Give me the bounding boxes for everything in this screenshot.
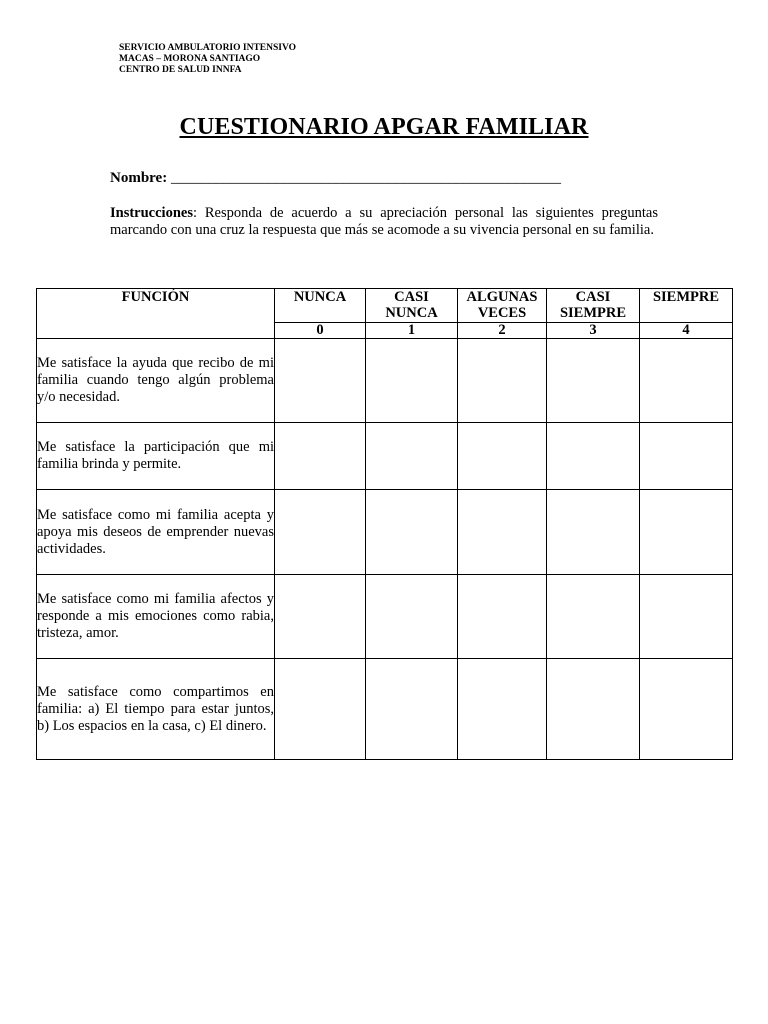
header-block bbox=[119, 43, 296, 76]
question-1: Me satisface la ayuda que recibo de mi familia cuando tengo algún problema y/o necesidad. bbox=[37, 339, 275, 423]
answer-cell-q5-casi-nunca[interactable] bbox=[366, 659, 458, 760]
answer-cell-q2-siempre[interactable] bbox=[640, 423, 733, 490]
header-line-location: MACAS – MORONA SANTIAGO bbox=[119, 54, 261, 64]
answer-cell-q4-nunca[interactable] bbox=[275, 575, 366, 659]
answer-cell-q4-casi-nunca[interactable] bbox=[366, 575, 458, 659]
header-line-center: CENTRO DE SALUD INNFA bbox=[119, 65, 242, 75]
answer-cell-q5-nunca[interactable] bbox=[275, 659, 366, 760]
question-5: Me satisface como compartimos en familia: a) El tiempo para estar juntos, b) Los espacios en la casa, c) El dinero. bbox=[37, 659, 275, 760]
table-row bbox=[37, 490, 733, 575]
table-row bbox=[37, 575, 733, 659]
answer-cell-q4-casi-siempre[interactable] bbox=[547, 575, 640, 659]
header-algunas-veces-line1: ALGUNAS bbox=[466, 289, 538, 305]
apgar-table bbox=[36, 288, 733, 760]
answer-cell-q1-nunca[interactable] bbox=[275, 339, 366, 423]
answer-cell-q1-siempre[interactable] bbox=[640, 339, 733, 423]
answer-cell-q3-nunca[interactable] bbox=[275, 490, 366, 575]
score-3: 3 bbox=[547, 323, 640, 339]
answer-cell-q5-algunas-veces[interactable] bbox=[458, 659, 547, 760]
answer-cell-q3-algunas-veces[interactable] bbox=[458, 490, 547, 575]
score-1: 1 bbox=[366, 323, 458, 339]
header-casi-nunca-line2: NUNCA bbox=[385, 305, 438, 321]
instructions-text: : Responda de acuerdo a su apreciación personal las siguientes preguntas marcando con una cruz la respuesta que más se acomode a su vivencia personal en su familia. bbox=[110, 205, 658, 238]
answer-cell-q2-casi-nunca[interactable] bbox=[366, 423, 458, 490]
answer-cell-q1-casi-siempre[interactable] bbox=[547, 339, 640, 423]
answer-cell-q5-siempre[interactable] bbox=[640, 659, 733, 760]
answer-cell-q4-siempre[interactable] bbox=[640, 575, 733, 659]
header-casi-siempre-line2: SIEMPRE bbox=[559, 305, 627, 321]
score-2: 2 bbox=[458, 323, 547, 339]
nombre-label: Nombre: bbox=[110, 170, 168, 186]
header-nunca-line1: NUNCA bbox=[293, 289, 347, 305]
header-line-service: SERVICIO AMBULATORIO INTENSIVO bbox=[119, 43, 297, 53]
header-casi-nunca bbox=[366, 289, 458, 323]
answer-cell-q2-nunca[interactable] bbox=[275, 423, 366, 490]
instructions-paragraph bbox=[110, 205, 658, 239]
answer-cell-q3-casi-siempre[interactable] bbox=[547, 490, 640, 575]
answer-cell-q1-algunas-veces[interactable] bbox=[458, 339, 547, 423]
nombre-field[interactable] bbox=[110, 170, 561, 187]
header-casi-siempre bbox=[547, 289, 640, 323]
answer-cell-q2-casi-siempre[interactable] bbox=[547, 423, 640, 490]
header-siempre bbox=[640, 289, 733, 323]
table-row bbox=[37, 423, 733, 490]
score-4: 4 bbox=[640, 323, 733, 339]
answer-cell-q2-algunas-veces[interactable] bbox=[458, 423, 547, 490]
header-algunas-veces-line2: VECES bbox=[477, 305, 527, 321]
answer-cell-q1-casi-nunca[interactable] bbox=[366, 339, 458, 423]
header-funcion: FUNCIÓN bbox=[37, 289, 275, 339]
question-3: Me satisface como mi familia acepta y apoya mis deseos de emprender nuevas actividades. bbox=[37, 490, 275, 575]
table-row bbox=[37, 339, 733, 423]
score-0: 0 bbox=[275, 323, 366, 339]
table-row bbox=[37, 659, 733, 760]
nombre-blank-line[interactable]: ____________________________________________________ bbox=[170, 170, 561, 186]
question-4: Me satisface como mi familia afectos y responde a mis emociones como rabia, tristeza, amor. bbox=[37, 575, 275, 659]
instructions-label: Instrucciones bbox=[110, 205, 193, 221]
question-2: Me satisface la participación que mi familia brinda y permite. bbox=[37, 423, 275, 490]
header-casi-nunca-line1: CASI bbox=[394, 289, 429, 305]
answer-cell-q4-algunas-veces[interactable] bbox=[458, 575, 547, 659]
header-algunas-veces bbox=[458, 289, 547, 323]
header-casi-siempre-line1: CASI bbox=[575, 289, 611, 305]
header-siempre-line1: SIEMPRE bbox=[652, 289, 720, 305]
answer-cell-q5-casi-siempre[interactable] bbox=[547, 659, 640, 760]
header-nunca bbox=[275, 289, 366, 323]
answer-cell-q3-casi-nunca[interactable] bbox=[366, 490, 458, 575]
answer-cell-q3-siempre[interactable] bbox=[640, 490, 733, 575]
page-title: CUESTIONARIO APGAR FAMILIAR bbox=[179, 114, 589, 140]
